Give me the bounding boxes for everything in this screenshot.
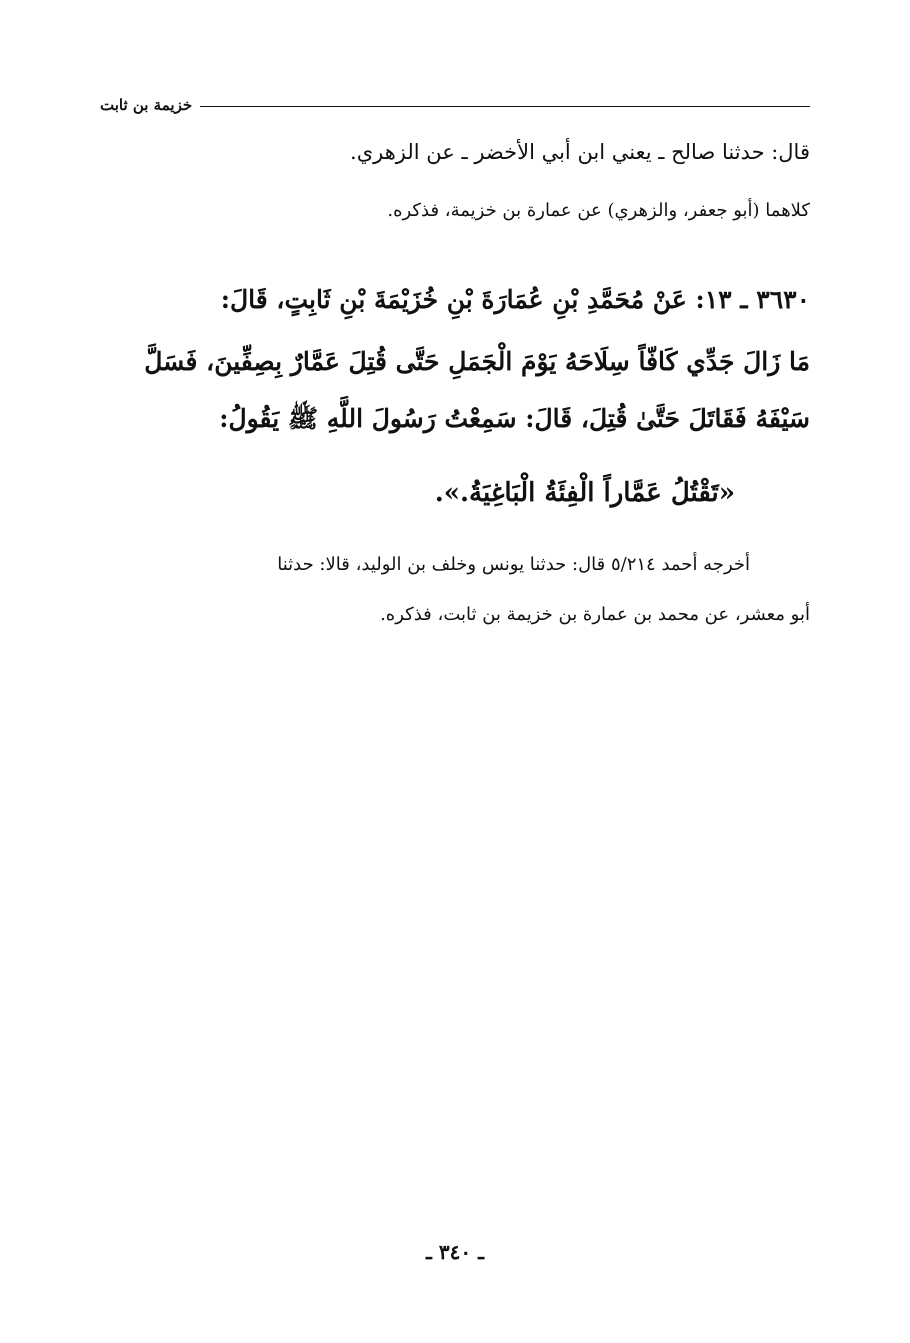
takhrij-line-1: أخرجه أحمد ٥/٢١٤ قال: حدثنا يونس وخلف بن الوليد، قالا: حدثنا [277, 554, 750, 575]
running-header [100, 96, 810, 120]
narration-line-1: قال: حدثنا صالح ـ يعني ابن أبي الأخضر ـ عن الزهري. [350, 140, 810, 164]
hadith-line-3: سَيْفَهُ فَقَاتَلَ حَتَّىٰ قُتِلَ، قَالَ: سَمِعْتُ رَسُولَ اللَّهِ ﷺ يَقُولُ: [219, 404, 810, 433]
narration-line-2: كلاهما (أبو جعفر، والزهري) عن عمارة بن خزيمة، فذكره. [387, 200, 810, 221]
page-number: ـ ٣٤٠ ـ [426, 1240, 484, 1264]
header-rule [200, 106, 810, 107]
hadith-quote: «تَقْتُلُ عَمَّاراً الْفِئَةُ الْبَاغِيَةُ.». [434, 478, 735, 508]
running-header-title: خزيمة بن ثابت [100, 96, 193, 114]
takhrij-line-2: أبو معشر، عن محمد بن عمارة بن خزيمة بن ثابت، فذكره. [380, 604, 810, 625]
hadith-line-2: مَا زَالَ جَدِّي كَافّاً سِلَاحَهُ يَوْمَ الْجَمَلِ حَتَّى قُتِلَ عَمَّارٌ بِصِفِّينَ، فَسَلَّ [144, 347, 810, 376]
hadith-line-1: ٣٦٣٠ ـ ١٣: عَنْ مُحَمَّدِ بْنِ عُمَارَةَ بْنِ خُزَيْمَةَ بْنِ ثَابِتٍ، قَالَ: [220, 285, 810, 314]
